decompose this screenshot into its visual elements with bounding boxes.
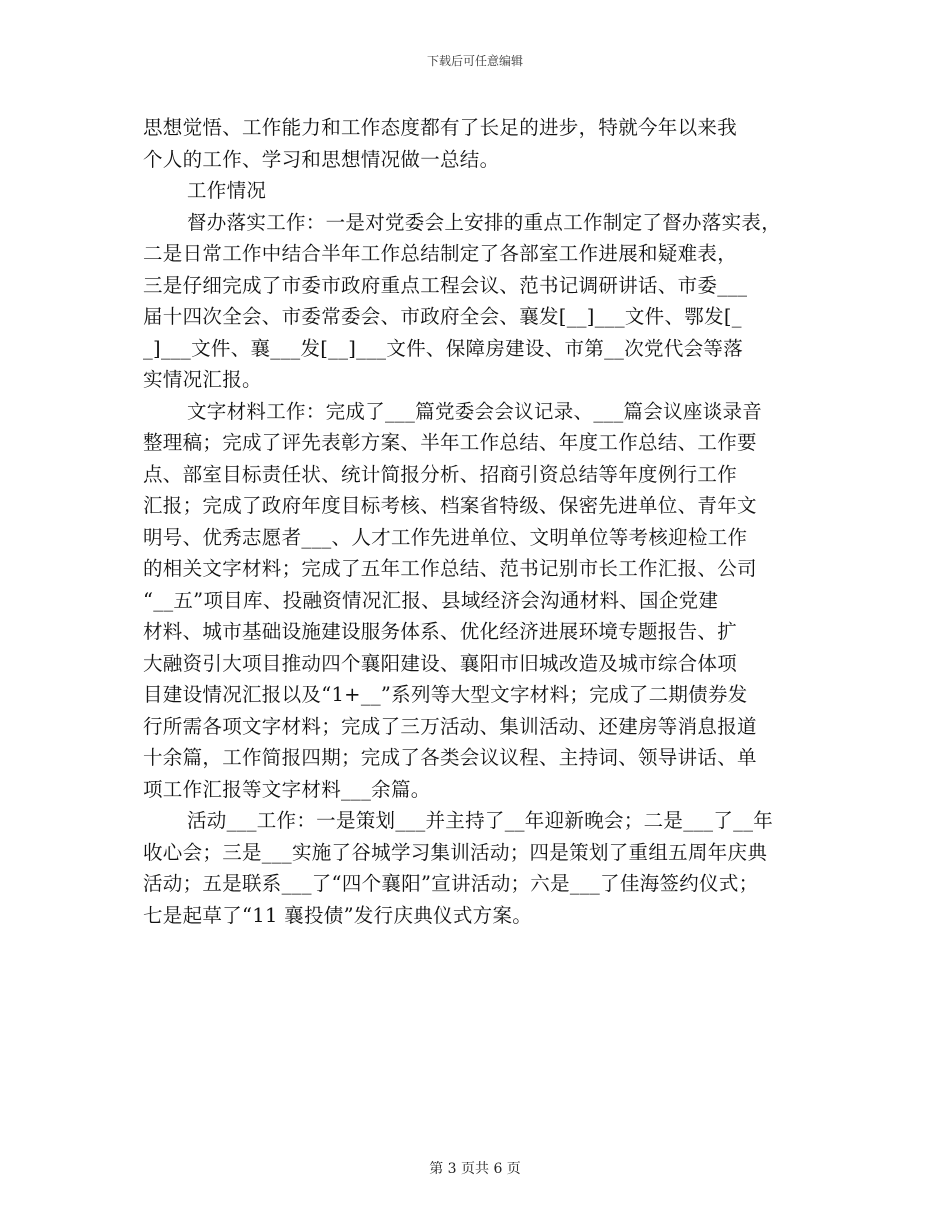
text-line: 目建设情况汇报以及“1+__”系列等大型文字材料；完成了二期债券发 — [143, 683, 748, 706]
text-line: 的相关文字材料；完成了五年工作总结、范书记别市长工作汇报、公司 — [143, 557, 757, 580]
text-line: 材料、城市基础设施建设服务体系、优化经济进展环境专题报告、扩 — [143, 620, 738, 643]
text-line: 行所需各项文字材料；完成了三万活动、集训活动、还建房等消息报道 — [143, 714, 757, 738]
text-line: 思想觉悟、工作能力和工作态度都有了长足的进步，特就今年以来我 — [143, 116, 738, 139]
page-number: 第 3 页共 6 页 — [429, 1161, 521, 1177]
text-line: 活动；五是联系___了“四个襄阳”宣讲活动；六是___了佳海签约仪式； — [143, 872, 759, 895]
text-line: 大融资引大项目推动四个襄阳建设、襄阳市旧城改造及城市综合体项 — [143, 651, 738, 675]
text-line: 汇报；完成了政府年度目标考核、档案省特级、保密先进单位、青年文 — [143, 494, 757, 517]
document-body — [143, 112, 823, 931]
text-line: 实情况汇报。 — [143, 368, 262, 391]
text-line: 活动___工作：一是策划___并主持了__年迎新晚会；二是___了__年 — [187, 809, 774, 832]
text-line: 督办落实工作：一是对党委会上安排的重点工作制定了督办落实表， — [187, 210, 782, 234]
text-line: 届十四次全会、市委常委会、市政府全会、襄发[__]___文件、鄂发[_ — [143, 305, 742, 328]
text-line: 点、部室目标责任状、统计简报分析、招商引资总结等年度例行工作 — [143, 462, 738, 486]
page-header-note: 下载后可任意编辑 — [426, 54, 523, 68]
text-line: 文字材料工作：完成了___篇党委会会议记录、___篇会议座谈录音 — [187, 399, 763, 423]
text-line: 七是起草了“11 襄投债”发行庆典仪式方案。 — [143, 903, 533, 927]
text-line: 整理稿；完成了评先表彰方案、半年工作总结、年度工作总结、工作要 — [143, 431, 757, 454]
text-line: 二是日常工作中结合半年工作总结制定了各部室工作进展和疑难表， — [143, 242, 738, 265]
text-line: 工作情况 — [187, 179, 267, 202]
text-line: 三是仔细完成了市委市政府重点工程会议、范书记调研讲话、市委___ — [143, 273, 748, 297]
text-line: 收心会；三是___实施了谷城学习集训活动；四是策划了重组五周年庆典 — [143, 840, 768, 864]
text-line: 项工作汇报等文字材料___余篇。 — [143, 777, 431, 801]
text-line: 个人的工作、学习和思想情况做一总结。 — [143, 147, 500, 171]
text-line: “__五”项目库、投融资情况汇报、县域经济会沟通材料、国企党建 — [143, 588, 719, 612]
text-line: 明号、优秀志愿者___、人才工作先进单位、文明单位等考核迎检工作 — [143, 525, 748, 549]
text-line: 十余篇，工作简报四期；完成了各类会议议程、主持词、领导讲话、单 — [143, 746, 757, 769]
text-line: _]___文件、襄___发[__]___文件、保障房建设、市第__次党代会等落 — [143, 336, 744, 360]
